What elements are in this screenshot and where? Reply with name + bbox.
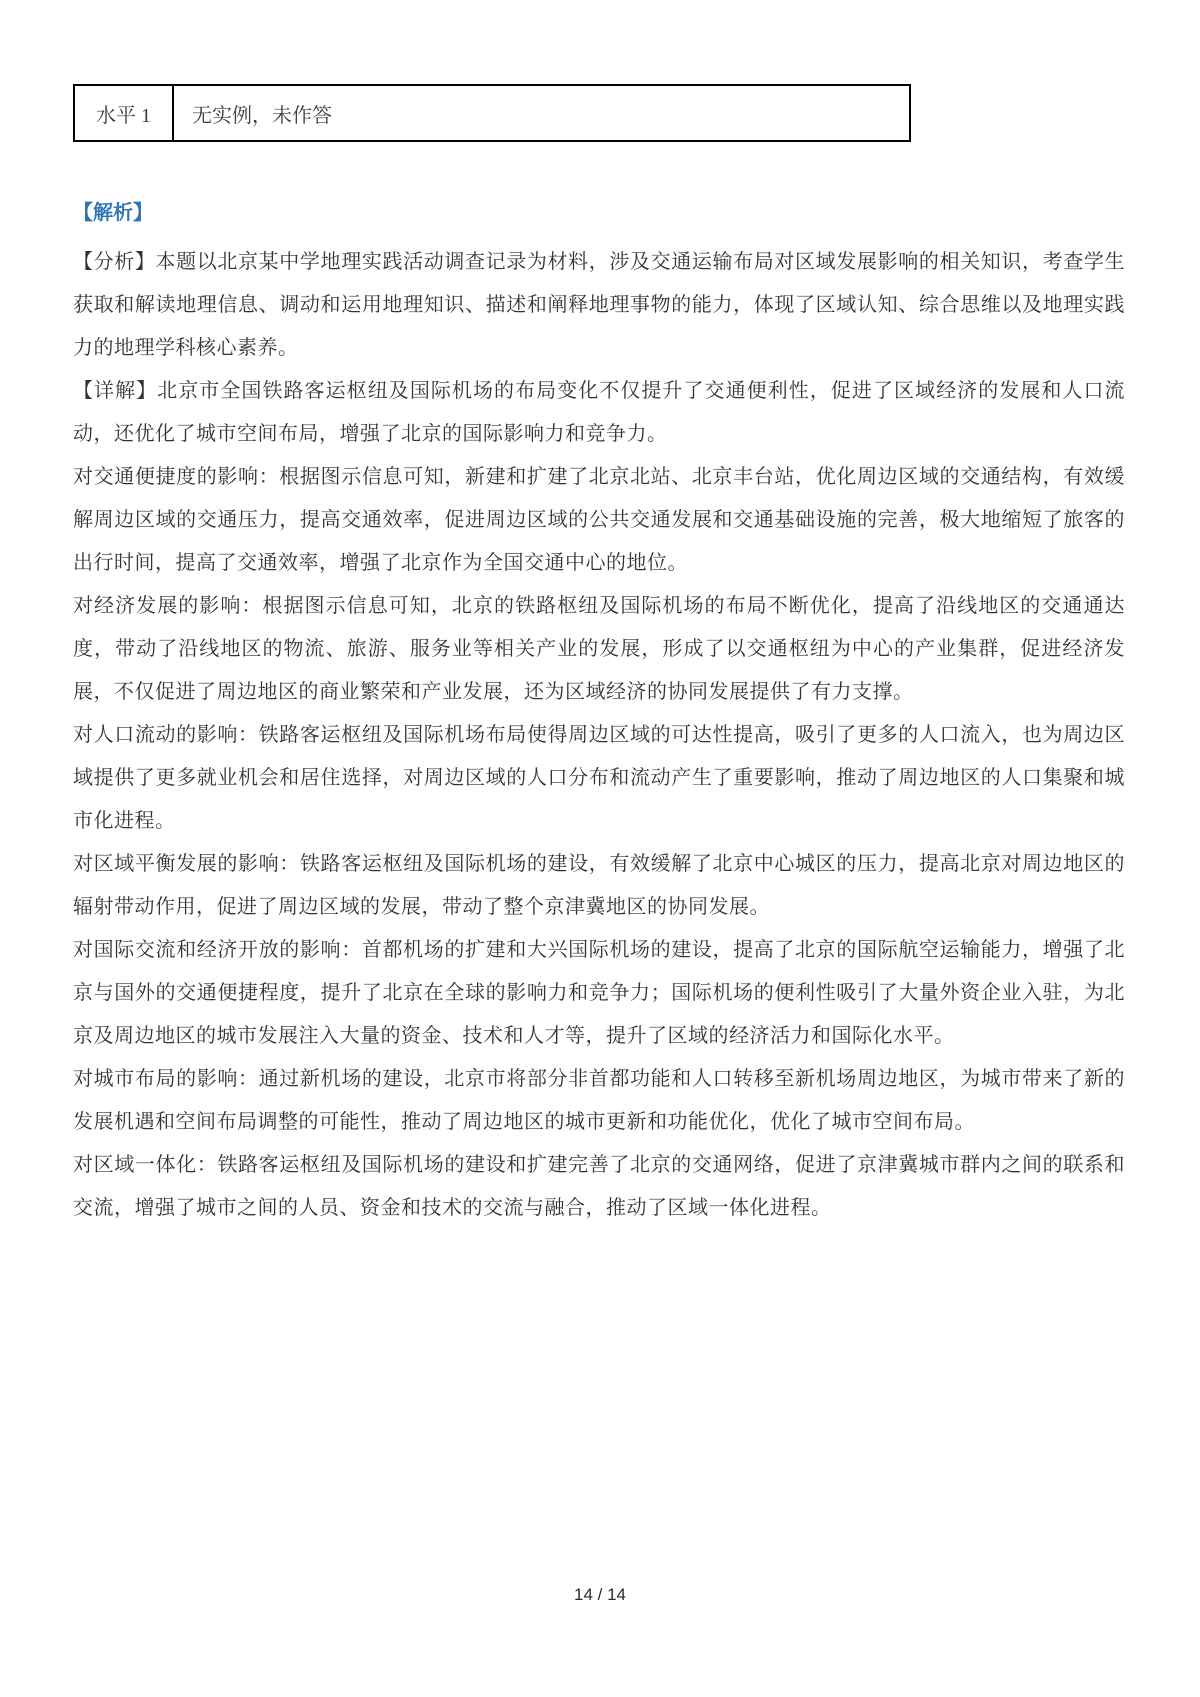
analysis-paragraph: 对经济发展的影响：根据图示信息可知，北京的铁路枢纽及国际机场的布局不断优化，提高了沿线地区的交通通达度，带动了沿线地区的物流、旅游、服务业等相关产业的发展，形成了以交通枢纽为中心的产业集群，促进经济发展，不仅促进了周边地区的商业繁荣和产业发展，还为区域经济的协同发展提供了有力支撑。 — [73, 595, 1125, 703]
page-number: 14 / 14 — [574, 1585, 626, 1604]
analysis-paragraph: 对人口流动的影响：铁路客运枢纽及国际机场布局使得周边区域的可达性提高，吸引了更多的人口流入，也为周边区域提供了更多就业机会和居住选择，对周边区域的人口分布和流动产生了重要影响，推动了周边地区的人口集聚和城市化进程。 — [73, 724, 1125, 832]
analysis-section-header: 【解析】 — [73, 202, 153, 224]
analysis-paragraph: 对区域平衡发展的影响：铁路客运枢纽及国际机场的建设，有效缓解了北京中心城区的压力，提高北京对周边地区的辐射带动作用，促进了周边区域的发展，带动了整个京津冀地区的协同发展。 — [73, 853, 1125, 918]
rubric-level-cell: 水平 1 — [74, 85, 173, 141]
rubric-table — [73, 84, 911, 142]
analysis-paragraph: 对城市布局的影响：通过新机场的建设，北京市将部分非首都功能和人口转移至新机场周边地区，为城市带来了新的发展机遇和空间布局调整的可能性，推动了周边地区的城市更新和功能优化，优化了城市空间布局。 — [73, 1068, 1125, 1133]
analysis-paragraph: 对国际交流和经济开放的影响：首都机场的扩建和大兴国际机场的建设，提高了北京的国际航空运输能力，增强了北京与国外的交通便捷程度，提升了北京在全球的影响力和竞争力；国际机场的便利性吸引了大量外资企业入驻，为北京及周边地区的城市发展注入大量的资金、技术和人才等，提升了区域的经济活力和国际化水平。 — [73, 939, 1125, 1047]
analysis-paragraph: 对交通便捷度的影响：根据图示信息可知，新建和扩建了北京北站、北京丰台站，优化周边区域的交通结构，有效缓解周边区域的交通压力，提高交通效率，促进周边区域的公共交通发展和交通基础设施的完善，极大地缩短了旅客的出行时间，提高了交通效率，增强了北京作为全国交通中心的地位。 — [73, 466, 1125, 574]
document-content — [73, 84, 1125, 1230]
analysis-paragraph: 【分析】本题以北京某中学地理实践活动调查记录为材料，涉及交通运输布局对区域发展影响的相关知识，考查学生获取和解读地理信息、调动和运用地理知识、描述和阐释地理事物的能力，体现了区域认知、综合思维以及地理实践力的地理学科核心素养。 — [73, 251, 1125, 359]
table-row — [74, 85, 910, 141]
rubric-description-cell: 无实例，未作答 — [173, 85, 910, 141]
analysis-paragraph: 对区域一体化：铁路客运枢纽及国际机场的建设和扩建完善了北京的交通网络，促进了京津冀城市群内之间的联系和交流，增强了城市之间的人员、资金和技术的交流与融合，推动了区域一体化进程。 — [73, 1154, 1125, 1219]
analysis-paragraphs — [73, 241, 1125, 1230]
analysis-paragraph: 【详解】北京市全国铁路客运枢纽及国际机场的布局变化不仅提升了交通便利性，促进了区域经济的发展和人口流动，还优化了城市空间布局，增强了北京的国际影响力和竞争力。 — [73, 380, 1125, 445]
